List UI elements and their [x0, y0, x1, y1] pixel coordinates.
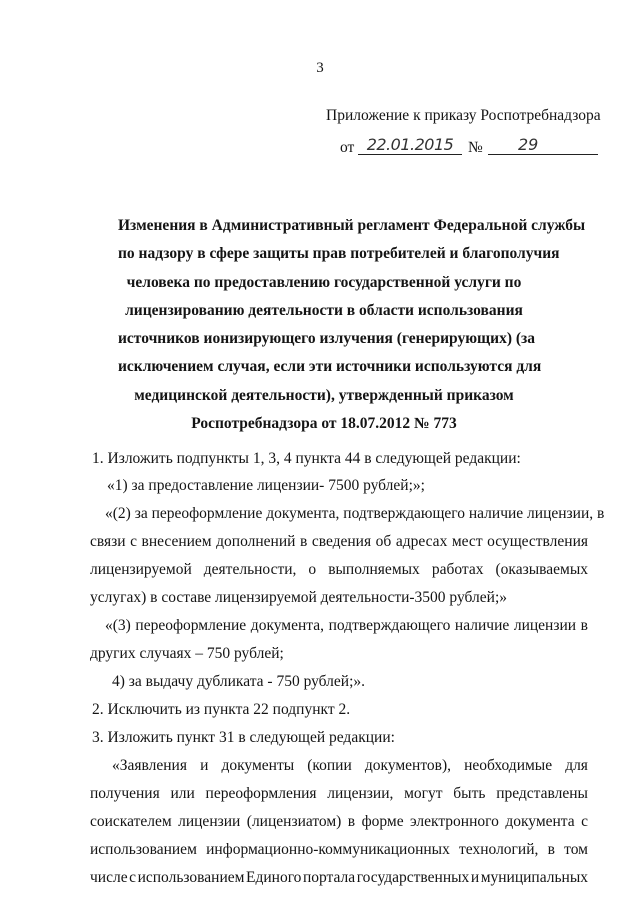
subitem-3-line: других случаях – 750 рублей;: [90, 645, 284, 662]
word: соискателем: [90, 813, 172, 830]
paragraph-2: 2. Исключить из пункта 22 подпункт 2.: [92, 701, 351, 718]
word: форме: [361, 813, 404, 830]
word: числе: [90, 869, 128, 886]
word: в: [547, 841, 555, 858]
word: государственных: [356, 869, 470, 886]
word: электронного: [410, 813, 499, 830]
subitem-2-line: [90, 561, 588, 579]
title-line: исключением случая, если эти источники используются для: [118, 358, 542, 376]
order-number-handwritten: 29: [488, 135, 598, 155]
word: и: [470, 869, 480, 886]
word: (оказываемых: [495, 561, 588, 578]
word: деятельности,: [203, 561, 297, 578]
title-line: Роспотребнадзора от 18.07.2012 № 773: [191, 415, 457, 433]
word: выполняемых: [328, 561, 420, 578]
title-line: по надзору в сфере защиты прав потребителей и благополучия: [118, 245, 560, 263]
word: портала: [302, 869, 356, 886]
word: технологий,: [459, 841, 539, 858]
title-line: источников ионизирующего излучения (генерирующих) (за: [118, 330, 536, 348]
title-line: человека по предоставлению государственной услуги по: [126, 273, 522, 291]
title-line: медицинской деятельности), утвержденный приказом: [134, 386, 514, 404]
page-number: 3: [316, 60, 324, 76]
document-title: [118, 212, 586, 438]
word: получения: [90, 785, 160, 802]
word: с: [581, 813, 588, 830]
word: быть: [453, 785, 486, 802]
word: информационно-коммуникационных: [206, 841, 450, 858]
quote-line: [112, 757, 588, 775]
word: с: [129, 869, 137, 886]
paragraph-3: 3. Изложить пункт 31 в следующей редакции:: [92, 729, 395, 746]
order-number-prefix: №: [468, 139, 483, 156]
word: использованием: [90, 841, 197, 858]
subitem-3-line: «(3) переоформление документа, подтверждающего наличие лицензии в: [105, 617, 588, 634]
word: о: [308, 561, 317, 578]
subitem-2-line: «(2) за переоформление документа, подтверждающего наличие лицензии, в: [105, 505, 605, 522]
subitem-4: 4) за выдачу дубликата - 750 рублей;».: [112, 673, 366, 690]
word: лицензии,: [327, 785, 394, 802]
word: или: [170, 785, 195, 802]
appendix-header: Приложение к приказу Роспотребнадзора: [326, 107, 601, 124]
subitem-2-line: связи с внесением дополнений в сведения об адресах мест осуществления: [90, 533, 588, 550]
word: (копии: [307, 757, 352, 774]
word: переоформления: [205, 785, 317, 802]
word: документа: [505, 813, 575, 830]
quote-line: [90, 841, 588, 859]
word: представлены: [496, 785, 588, 802]
word: для: [565, 757, 588, 774]
word: «Заявления: [112, 757, 187, 774]
word: работах: [431, 561, 484, 578]
order-date-handwritten: 22.01.2015: [358, 135, 462, 155]
word: необходимые: [464, 757, 553, 774]
subitem-2-line: услугах) в составе лицензируемой деятельности-3500 рублей;»: [90, 589, 507, 606]
word: в: [347, 813, 356, 830]
quote-line: [90, 785, 588, 803]
subitem-1: «1) за предоставление лицензии- 7500 рублей;»;: [107, 477, 425, 494]
word: лицензируемой: [90, 561, 192, 578]
word: и: [200, 757, 209, 774]
order-date-prefix: от: [340, 139, 355, 156]
word: могут: [404, 785, 443, 802]
word: документов),: [364, 757, 452, 774]
word: документы: [221, 757, 295, 774]
paragraph-1: 1. Изложить подпункты 1, 3, 4 пункта 44 в следующей редакции:: [92, 450, 521, 467]
title-line: лицензированию деятельности в области использования: [125, 301, 523, 319]
word: Единого: [246, 869, 302, 886]
order-reference: [340, 135, 598, 161]
word: лицензии: [178, 813, 241, 830]
quote-line: [90, 813, 588, 831]
word: (лицензиатом): [246, 813, 342, 830]
word: том: [564, 841, 588, 858]
title-line: Изменения в Административный регламент Федеральной службы: [118, 217, 586, 234]
quote-line: [90, 869, 588, 887]
word: муниципальных: [480, 869, 588, 886]
word: использованием: [137, 869, 245, 886]
